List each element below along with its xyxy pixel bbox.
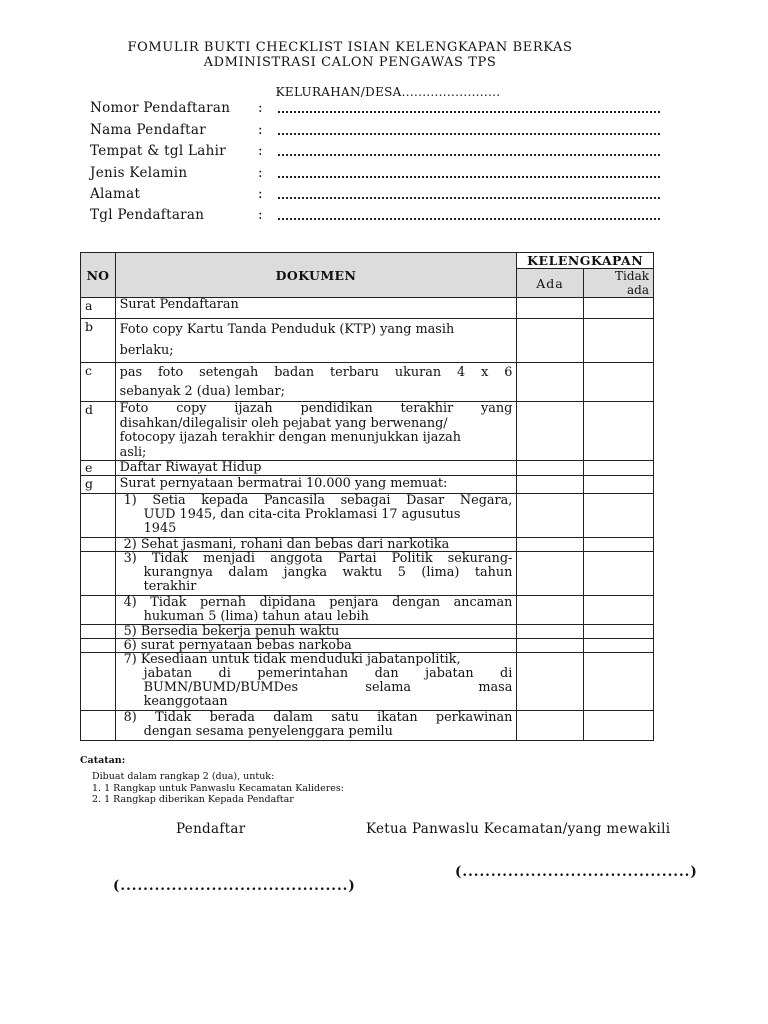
checkbox-ada[interactable]	[517, 494, 583, 538]
row-subitem	[115, 653, 517, 711]
checkbox-ada[interactable]	[517, 653, 583, 711]
field-fill-line[interactable]	[278, 133, 660, 135]
row-subitem	[115, 711, 517, 741]
row-no	[81, 494, 116, 538]
row-no: c	[81, 363, 116, 402]
field-fill-line[interactable]	[278, 154, 660, 156]
row-no	[81, 625, 116, 639]
row-no: e	[81, 461, 116, 476]
field-fill-line[interactable]	[278, 176, 660, 178]
header-tidak-line1: Tidak	[615, 269, 649, 283]
form-title-line1: FOMULIR BUKTI CHECKLIST ISIAN KELENGKAPAN BERKAS	[127, 40, 573, 55]
field-label: Nama Pendaftar	[90, 122, 206, 138]
row-document	[115, 363, 517, 402]
checkbox-tidak-ada[interactable]	[583, 319, 653, 363]
checkbox-ada[interactable]	[517, 625, 583, 639]
row-document: Daftar Riwayat Hidup	[115, 461, 517, 476]
checkbox-tidak-ada[interactable]	[583, 639, 653, 653]
checkbox-tidak-ada[interactable]	[583, 596, 653, 625]
notes-heading: Catatan:	[80, 755, 126, 766]
table-row	[81, 494, 654, 538]
row-document: Surat pernyataan bermatrai 10.000 yang memuat:	[115, 476, 517, 494]
subitem-line: 6) surat pernyataan bebas narkoba	[123, 638, 352, 653]
checkbox-tidak-ada[interactable]	[583, 298, 653, 319]
notes-line: 1. 1 Rangkap untuk Panwaslu Kecamatan Kalideres:	[92, 783, 344, 794]
table-row	[81, 596, 654, 625]
row-subitem	[115, 494, 517, 538]
subitem-line: BUMN/BUMD/BUMDes selama masa	[143, 680, 513, 695]
header-no: NO	[81, 253, 116, 298]
header-tidak-ada	[583, 269, 653, 298]
signature-blank-pendaftar[interactable]: (........................................)	[113, 878, 356, 894]
checkbox-ada[interactable]	[517, 402, 583, 461]
row-no: g	[81, 476, 116, 494]
checkbox-tidak-ada[interactable]	[583, 476, 653, 494]
field-label: Tgl Pendaftaran	[90, 207, 205, 223]
field-colon: :	[258, 165, 263, 181]
signature-label-pendaftar: Pendaftar	[176, 821, 246, 837]
row-no	[81, 596, 116, 625]
table-row	[81, 461, 654, 476]
field-fill-line[interactable]	[278, 111, 660, 113]
field-label: Jenis Kelamin	[90, 165, 188, 181]
subitem-line: jabatan di pemerintahan dan jabatan di	[143, 666, 513, 681]
field-fill-line[interactable]	[278, 218, 660, 220]
field-fill-line[interactable]	[278, 197, 660, 199]
field-alamat[interactable]	[90, 186, 660, 206]
subitem-line: 1945	[143, 521, 177, 536]
subitem-line: keanggotaan	[143, 694, 228, 709]
row-no	[81, 653, 116, 711]
doc-line: berlaku;	[119, 343, 174, 358]
signature-label-ketua: Ketua Panwaslu Kecamatan/yang mewakili	[366, 821, 671, 837]
doc-line: Foto copy ijazah pendidikan terakhir yang	[119, 401, 513, 416]
checkbox-ada[interactable]	[517, 711, 583, 741]
field-nomor-pendaftaran[interactable]	[90, 100, 660, 120]
checkbox-tidak-ada[interactable]	[583, 653, 653, 711]
field-tgl-pendaftaran[interactable]	[90, 207, 660, 227]
row-no: d	[81, 402, 116, 461]
checkbox-tidak-ada[interactable]	[583, 363, 653, 402]
row-no: b	[81, 319, 116, 363]
header-ada: Ada	[517, 269, 583, 298]
table-row	[81, 319, 654, 363]
checkbox-ada[interactable]	[517, 476, 583, 494]
row-no: a	[81, 298, 116, 319]
header-dokumen: DOKUMEN	[115, 253, 517, 298]
field-label: Tempat & tgl Lahir	[90, 143, 227, 159]
checkbox-tidak-ada[interactable]	[583, 494, 653, 538]
row-document: Surat Pendaftaran	[115, 298, 517, 319]
checkbox-ada[interactable]	[517, 538, 583, 552]
table-row	[81, 625, 654, 639]
field-colon: :	[258, 100, 263, 116]
row-no	[81, 639, 116, 653]
checkbox-ada[interactable]	[517, 596, 583, 625]
table-row	[81, 363, 654, 402]
checkbox-tidak-ada[interactable]	[583, 552, 653, 596]
subitem-line: terakhir	[143, 579, 197, 594]
field-colon: :	[258, 122, 263, 138]
form-title-line2: ADMINISTRASI CALON PENGAWAS TPS	[203, 55, 497, 70]
notes-line: Dibuat dalam rangkap 2 (dua), untuk:	[92, 771, 275, 782]
subitem-line: 3) Tidak menjadi anggota Partai Politik sekurang-	[123, 551, 513, 566]
doc-line: fotocopy ijazah terakhir dengan menunjukkan ijazah	[119, 430, 461, 445]
checkbox-tidak-ada[interactable]	[583, 711, 653, 741]
field-label: Alamat	[90, 186, 141, 202]
checkbox-tidak-ada[interactable]	[583, 402, 653, 461]
field-colon: :	[258, 143, 263, 159]
kelurahan-desa-label: KELURAHAN/DESA........................	[275, 85, 501, 99]
row-subitem	[115, 596, 517, 625]
checklist-table	[80, 252, 654, 741]
row-no	[81, 538, 116, 552]
field-nama-pendaftar[interactable]	[90, 122, 660, 142]
row-subitem	[115, 538, 517, 552]
row-no	[81, 552, 116, 596]
checkbox-tidak-ada[interactable]	[583, 625, 653, 639]
row-subitem	[115, 625, 517, 639]
doc-line: Foto copy Kartu Tanda Penduduk (KTP) yang masih	[119, 322, 455, 337]
checkbox-tidak-ada[interactable]	[583, 538, 653, 552]
field-tempat-tgl-lahir[interactable]	[90, 143, 660, 163]
table-row	[81, 639, 654, 653]
doc-line: pas foto setengah badan terbaru ukuran 4 x 6	[119, 365, 513, 380]
row-subitem	[115, 639, 517, 653]
table-row	[81, 402, 654, 461]
field-jenis-kelamin[interactable]	[90, 165, 660, 185]
checkbox-ada[interactable]	[517, 552, 583, 596]
header-kelengkapan: KELENGKAPAN	[517, 253, 654, 269]
table-row	[81, 711, 654, 741]
checkbox-ada[interactable]	[517, 298, 583, 319]
table-row	[81, 538, 654, 552]
subitem-line: 5) Bersedia bekerja penuh waktu	[123, 624, 340, 639]
field-label: Nomor Pendaftaran	[90, 100, 231, 116]
row-document	[115, 402, 517, 461]
subitem-line: 1) Setia kepada Pancasila sebagai Dasar Negara,	[123, 493, 513, 508]
table-row	[81, 552, 654, 596]
signature-blank-ketua[interactable]: (........................................)	[455, 864, 698, 880]
checkbox-ada[interactable]	[517, 639, 583, 653]
row-subitem	[115, 552, 517, 596]
doc-line: sebanyak 2 (dua) lembar;	[119, 384, 285, 399]
table-row	[81, 298, 654, 319]
field-colon: :	[258, 207, 263, 223]
table-row	[81, 653, 654, 711]
row-document	[115, 319, 517, 363]
checkbox-tidak-ada[interactable]	[583, 461, 653, 476]
subitem-line: 7) Kesediaan untuk tidak menduduki jabatanpolitik,	[123, 652, 461, 667]
subitem-line: 4) Tidak pernah dipidana penjara dengan ancaman	[123, 595, 513, 610]
doc-line: asli;	[119, 444, 147, 460]
checkbox-ada[interactable]	[517, 363, 583, 402]
subitem-line: UUD 1945, dan cita-cita Proklamasi 17 agusutus	[143, 507, 461, 522]
subitem-line: hukuman 5 (lima) tahun atau lebih	[143, 609, 369, 624]
header-tidak-line2: ada	[627, 283, 649, 297]
subitem-line: 8) Tidak berada dalam satu ikatan perkawinan	[123, 710, 513, 725]
row-no	[81, 711, 116, 741]
checkbox-ada[interactable]	[517, 319, 583, 363]
notes-line: 2. 1 Rangkap diberikan Kepada Pendaftar	[92, 794, 294, 805]
subitem-line: 2) Sehat jasmani, rohani dan bebas dari narkotika	[123, 537, 450, 552]
subitem-line: kurangnya dalam jangka waktu 5 (lima) tahun	[143, 565, 513, 580]
table-row	[81, 476, 654, 494]
doc-line: disahkan/dilegalisir oleh pejabat yang berwenang/	[119, 415, 448, 431]
field-colon: :	[258, 186, 263, 202]
subitem-line: dengan sesama penyelenggara pemilu	[143, 724, 393, 739]
checkbox-ada[interactable]	[517, 461, 583, 476]
